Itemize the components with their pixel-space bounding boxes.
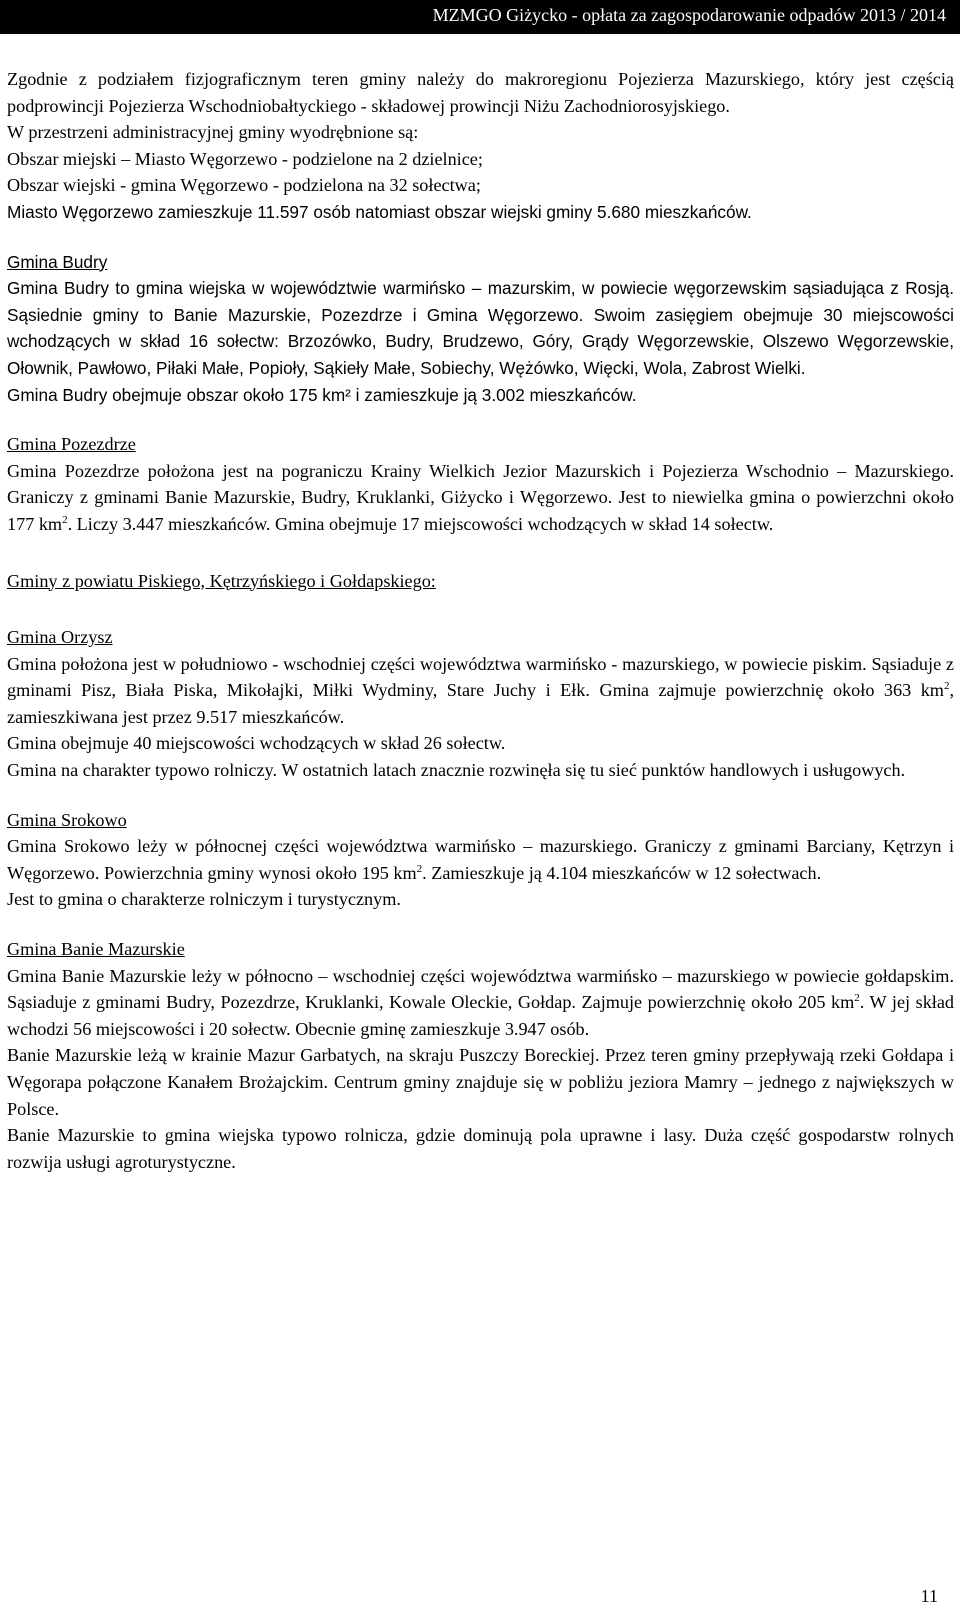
intro-section — [7, 66, 954, 226]
section-paragraph: Gmina Pozezdrze położona jest na pograniczu Krainy Wielkich Jezior Mazurskich i Pojezierza Wschodnio – Mazurskiego. Graniczy z gminami Banie Mazurskie, Budry, Kruklanki, Giżycko i Węgorzewo. Jest to niewielka gmina o powierzchni około 177 $km^2$. Liczy 3.447 mieszkańców. Gmina obejmuje 17 miejscowości wchodzących w skład 14 sołectw. — [7, 460, 954, 534]
section-paragraph: Banie Mazurskie to gmina wiejska typowo rolnicza, gdzie dominują pola uprawne i lasy. Duża część gospodarstw rolnych rozwija usługi agroturystyczne. — [7, 1125, 954, 1172]
spacer — [7, 594, 954, 624]
section-paragraph: Gmina na charakter typowo rolniczy. W ostatnich latach znacznie rozwinęła się tu sieć punktów handlowych i usługowych. — [7, 760, 906, 781]
spacer — [7, 538, 954, 568]
intro-paragraph: Miasto Węgorzewo zamieszkuje 11.597 osób natomiast obszar wiejski gminy 5.680 mieszkańców. — [7, 201, 752, 222]
section-heading: Gmina Budry — [7, 251, 108, 272]
header-title: MZMGO Giżycko - opłata za zagospodarowanie odpadów 2013 / 2014 — [432, 5, 946, 25]
spacer — [7, 784, 954, 807]
section-paragraph: Gmina Srokowo leży w północnej części województwa warmińsko – mazurskiego. Graniczy z gminami Barciany, Kętrzyn i Węgorzewo. Powierzchnia gminy wynosi około 195 $km^2$. Zamieszkuje ją 4.104 mieszkańców w 12 sołectwach. — [7, 836, 954, 883]
intro-paragraph: Obszar wiejski - gmina Węgorzewo - podzielona na 32 sołectwa; — [7, 175, 481, 196]
section-paragraph: Gmina Budry obejmuje obszar około 175 km² i zamieszkuje ją 3.002 mieszkańców. — [7, 384, 637, 405]
orzysz-section — [7, 624, 954, 784]
srokowo-section — [7, 807, 954, 913]
intro-paragraph: Obszar miejski – Miasto Węgorzewo - podzielone na 2 dzielnice; — [7, 148, 483, 169]
document-body — [7, 66, 954, 1175]
pozezdrze-section — [7, 431, 954, 537]
budry-section — [7, 249, 954, 409]
spacer — [7, 408, 954, 431]
section-paragraph: Gmina Banie Mazurskie leży w północno – wschodniej części województwa warmińsko – mazurskiego w powiecie gołdapskim. Sąsiaduje z gminami Budry, Pozezdrze, Kruklanki, Kowale Oleckie, Gołdap. Zajmuje powierzchnię około 205 $km^2$. W jej skład wchodzi 56 miejscowości i 20 sołectw. Obecnie gminę zamieszkuje 3.947 osób. — [7, 965, 955, 1039]
section-heading: Gmina Srokowo — [7, 809, 127, 830]
section-paragraph: Gmina obejmuje 40 miejscowości wchodzących w skład 26 sołectw. — [7, 733, 506, 754]
section-heading: Gmina Pozezdrze — [7, 434, 136, 455]
section-paragraph: Jest to gmina o charakterze rolniczym i turystycznym. — [7, 889, 401, 910]
powiaty-heading: Gminy z powiatu Piskiego, Kętrzyńskiego i Gołdapskiego: — [7, 570, 436, 591]
spacer — [7, 913, 954, 936]
section-paragraph: Gmina położona jest w południowo - wschodniej części województwa warmińsko - mazurskiego, w powiecie piskim. Sąsiaduje z gminami Pisz, Biała Piska, Mikołajki, Miłki Wydminy, Stare Juchy i Ełk. Gmina zajmuje powierzchnię około 363 $km^2$, zamieszkiwana jest przez 9.517 mieszkańców. — [7, 653, 954, 727]
spacer — [7, 226, 954, 249]
section-paragraph: Banie Mazurskie leżą w krainie Mazur Garbatych, na skraju Puszczy Boreckiej. Przez teren gminy przepływają rzeki Gołdapa i Węgorapa połączone Kanałem Brożajckim. Centrum gminy znajduje się w pobliżu jeziora Mamry – jednego z największych w Polsce. — [7, 1045, 954, 1119]
intro-paragraph: Zgodnie z podziałem fizjograficznym teren gminy należy do makroregionu Pojezierza Mazurskiego, który jest częścią podprowincji Pojezierza Wschodniobałtyckiego - składowej prowincji Niżu Zachodniorosyjskiego. — [7, 69, 954, 116]
section-paragraph: Gmina Budry to gmina wiejska w województwie warmińsko – mazurskim, w powiecie węgorzewskim sąsiadująca z Rosją. Sąsiednie gminy to Banie Mazurskie, Pozezdrze i Gmina Węgorzewo. Swoim zasięgiem obejmuje 30 miejscowości wchodzących w skład 16 sołectw: Brzozówko, Budry, Brudzewo, Góry, Grądy Węgorzewskie, Olszewo Węgorzewskie, Ołownik, Pawłowo, Piłaki Małe, Popioły, Sąkieły Małe, Sobiechy, Wężówko, Więcki, Wola, Zabrost Wielki. — [7, 278, 954, 378]
section-heading: Gmina Banie Mazurskie — [7, 939, 185, 960]
page-number: 11 — [920, 1586, 938, 1606]
section-heading: Gmina Orzysz — [7, 627, 113, 648]
banie-section — [7, 936, 954, 1175]
document-header — [0, 0, 960, 34]
intro-paragraph: W przestrzeni administracyjnej gminy wyodrębnione są: — [7, 122, 419, 143]
